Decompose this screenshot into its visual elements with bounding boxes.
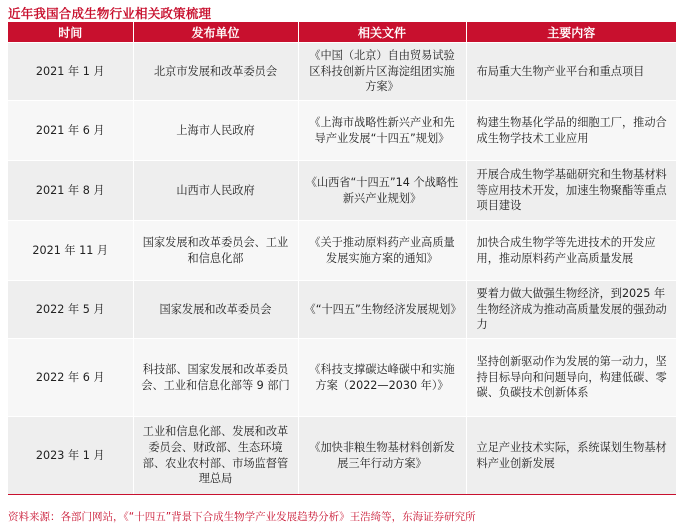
cell-content: 构建生物基化学品的细胞工厂，推动合成生物学技术工业应用	[466, 101, 676, 161]
cell-document: 《“十四五”生物经济发展规划》	[298, 281, 466, 339]
table-row	[8, 339, 676, 417]
cell-content: 开展合成生物学基础研究和生物基材料等应用技术开发，加速生物聚酯等重点项目建设	[466, 161, 676, 221]
cell-time: 2022 年 6 月	[8, 339, 133, 417]
table-row	[8, 281, 676, 339]
cell-content: 布局重大生物产业平台和重点项目	[466, 43, 676, 101]
cell-time: 2022 年 5 月	[8, 281, 133, 339]
cell-document: 《加快非粮生物基材料创新发展三年行动方案》	[298, 417, 466, 495]
table-row	[8, 161, 676, 221]
cell-publisher: 工业和信息化部、发展和改革委员会、财政部、生态环境部、农业农村部、市场监督管理总局	[133, 417, 298, 495]
cell-document: 《科技支撑碳达峰碳中和实施方案（2022—2030 年）》	[298, 339, 466, 417]
header-document: 相关文件	[298, 22, 466, 43]
cell-document: 《关于推动原料药产业高质量发展实施方案的通知》	[298, 221, 466, 281]
header-publisher: 发布单位	[133, 22, 298, 43]
cell-content: 立足产业技术实际，系统谋划生物基材料产业创新发展	[466, 417, 676, 495]
source-note: 资料来源：各部门网站，《“十四五”背景下合成生物学产业发展趋势分析》王浩绮等，东海证券研究所	[8, 511, 476, 523]
table-row	[8, 221, 676, 281]
cell-document: 《上海市战略性新兴产业和先导产业发展“十四五”规划》	[298, 101, 466, 161]
cell-time: 2021 年 1 月	[8, 43, 133, 101]
header-content: 主要内容	[466, 22, 676, 43]
table-row	[8, 101, 676, 161]
cell-document: 《山西省“十四五”14 个战略性新兴产业规划》	[298, 161, 466, 221]
header-time: 时间	[8, 22, 133, 43]
cell-time: 2023 年 1 月	[8, 417, 133, 495]
cell-document: 《中国（北京）自由贸易试验区科技创新片区海淀组团实施方案》	[298, 43, 466, 101]
cell-time: 2021 年 11 月	[8, 221, 133, 281]
cell-content: 要着力做大做强生物经济，到2025 年生物经济成为推动高质量发展的强劲动力	[466, 281, 676, 339]
cell-publisher: 国家发展和改革委员会	[133, 281, 298, 339]
cell-time: 2021 年 6 月	[8, 101, 133, 161]
cell-publisher: 上海市人民政府	[133, 101, 298, 161]
table-row	[8, 417, 676, 495]
document-title: 近年我国合成生物行业相关政策梳理	[8, 6, 212, 21]
policy-table	[8, 22, 676, 495]
table-row	[8, 43, 676, 101]
cell-content: 坚持创新驱动作为发展的第一动力，坚持目标导向和问题导向，构建低碳、零碳、负碳技术创新体系	[466, 339, 676, 417]
cell-content: 加快合成生物学等先进技术的开发应用，推动原料药产业高质量发展	[466, 221, 676, 281]
cell-publisher: 北京市发展和改革委员会	[133, 43, 298, 101]
table-header-row	[8, 22, 676, 43]
cell-publisher: 国家发展和改革委员会、工业和信息化部	[133, 221, 298, 281]
cell-publisher: 科技部、国家发展和改革委员会、工业和信息化部等 9 部门	[133, 339, 298, 417]
cell-time: 2021 年 8 月	[8, 161, 133, 221]
cell-publisher: 山西市人民政府	[133, 161, 298, 221]
